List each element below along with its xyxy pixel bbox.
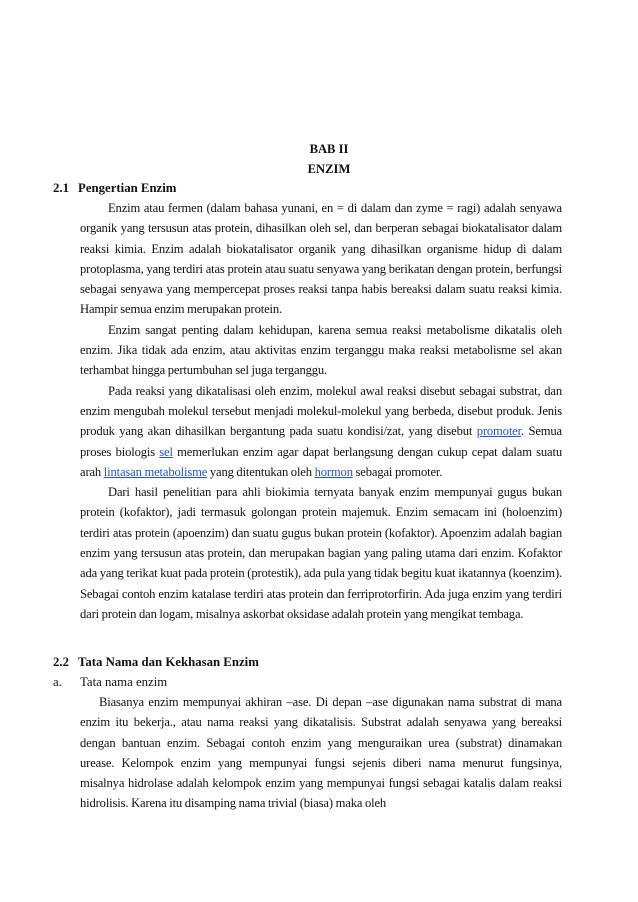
paragraph-text: Enzim sangat penting dalam kehidupan, karena semua reaksi metabolisme dikatalis oleh enzim. Jika tidak ada enzim, atau aktivitas enzim terganggu maka reaksi metabolisme sel akan terhambat hingga pertumbuhan sel juga terganggu. xyxy=(80,322,562,378)
section-number: 2.1 xyxy=(53,181,69,195)
link-promoter[interactable]: promoter xyxy=(476,424,521,439)
link-lintasan-metabolisme[interactable]: lintasan metabolisme xyxy=(103,464,208,479)
section-heading-2-1 xyxy=(53,181,176,196)
paragraph-text: Enzim atau fermen (dalam bahasa yunani, en = di dalam dan zyme = ragi) adalah senyawa organik yang tersusun atas protein, dihasilkan oleh sel, dan berperan sebagai biokatalisator dalam reaksi kimia. Enzim adalah biokatalisator organik yang dihasilkan organisme hidup di dalam protoplasma, yang terdiri atas protein atau suatu senyawa yang berikatan dengan protein, berfungsi sebagai senyawa yang mempercepat proses reaksi tanpa habis bereaksi dalam suatu reaksi kimia. Hampir semua enzim merupakan protein. xyxy=(80,201,562,317)
subsection-marker: a. xyxy=(53,675,62,689)
subsection-heading-a xyxy=(53,675,167,690)
paragraph-text: yang ditentukan oleh xyxy=(207,464,315,479)
paragraph-text: Dari hasil penelitian para ahli biokimia ternyata banyak enzim mempunyai gugus bukan protein (kofaktor), jadi termasuk golongan protein majemuk. Enzim semacam ini (holoenzim) terdiri atas protein (apoenzim) dan suatu gugus bukan protein (kofaktor). Apoenzim adalah bagian enzim yang tersusun atas protein, dan merupakan bagian yang paling utama dari enzim. Kofaktor ada yang terikat kuat pada protein (protestik), ada pula yang tidak begitu kuat ikatannya (koenzim). Sebagai contoh enzim katalase terdiri atas protein dan ferriprotorfirin. Ada juga enzim yang terdiri dari protein dan logam, misalnya askorbat oksidase adalah protein yang mengikat tembaga. xyxy=(80,485,562,621)
section-heading-2-2 xyxy=(53,655,259,670)
paragraph xyxy=(80,198,562,320)
section-2-1-body xyxy=(80,198,562,624)
paragraph xyxy=(80,482,562,624)
section-2-2-body xyxy=(80,692,562,814)
paragraph-text: sebagai promoter. xyxy=(352,464,443,479)
paragraph-text: . Semua proses biologis xyxy=(80,424,562,459)
chapter-title: ENZIM xyxy=(307,162,351,176)
section-title: Tata Nama dan Kekhasan Enzim xyxy=(78,655,259,669)
paragraph-text: Biasanya enzim mempunyai akhiran –ase. Di depan –ase digunakan nama substrat di mana enzim itu bekerja., atau nama reaksi yang dikatalisis. Substrat adalah senyawa yang bereaksi dengan bantuan enzim. Sebagai contoh enzim yang menguraikan urea (substrat) dinamakan urease. Kelompok enzim yang mempunyai fungsi sejenis diberi nama menurut fungsinya, misalnya hidrolase adalah kelompok enzim yang mempunyai fungsi sebagai katalis dalam reaksi hidrolisis. Karena itu disamping nama trivial (biasa) maka oleh xyxy=(80,695,562,811)
paragraph-text: Pada reaksi yang dikatalisasi oleh enzim, molekul awal reaksi disebut sebagai substrat, dan enzim mengubah molekul tersebut menjadi molekul-molekul yang berbeda, disebut produk. Jenis produk yang akan dihasilkan bergantung pada suatu kondisi/zat, yang disebut xyxy=(80,383,562,439)
subsection-title: Tata nama enzim xyxy=(80,675,168,689)
section-number: 2.2 xyxy=(53,655,69,669)
chapter-label: BAB II xyxy=(309,142,349,156)
section-title: Pengertian Enzim xyxy=(78,181,177,195)
paragraph xyxy=(80,692,562,814)
paragraph xyxy=(80,320,562,381)
link-hormon[interactable]: hormon xyxy=(314,464,353,479)
paragraph xyxy=(80,381,562,482)
link-sel[interactable]: sel xyxy=(159,444,173,459)
paragraph-text: memerlukan enzim agar dapat berlangsung dengan cukup cepat dalam suatu arah xyxy=(80,444,562,479)
